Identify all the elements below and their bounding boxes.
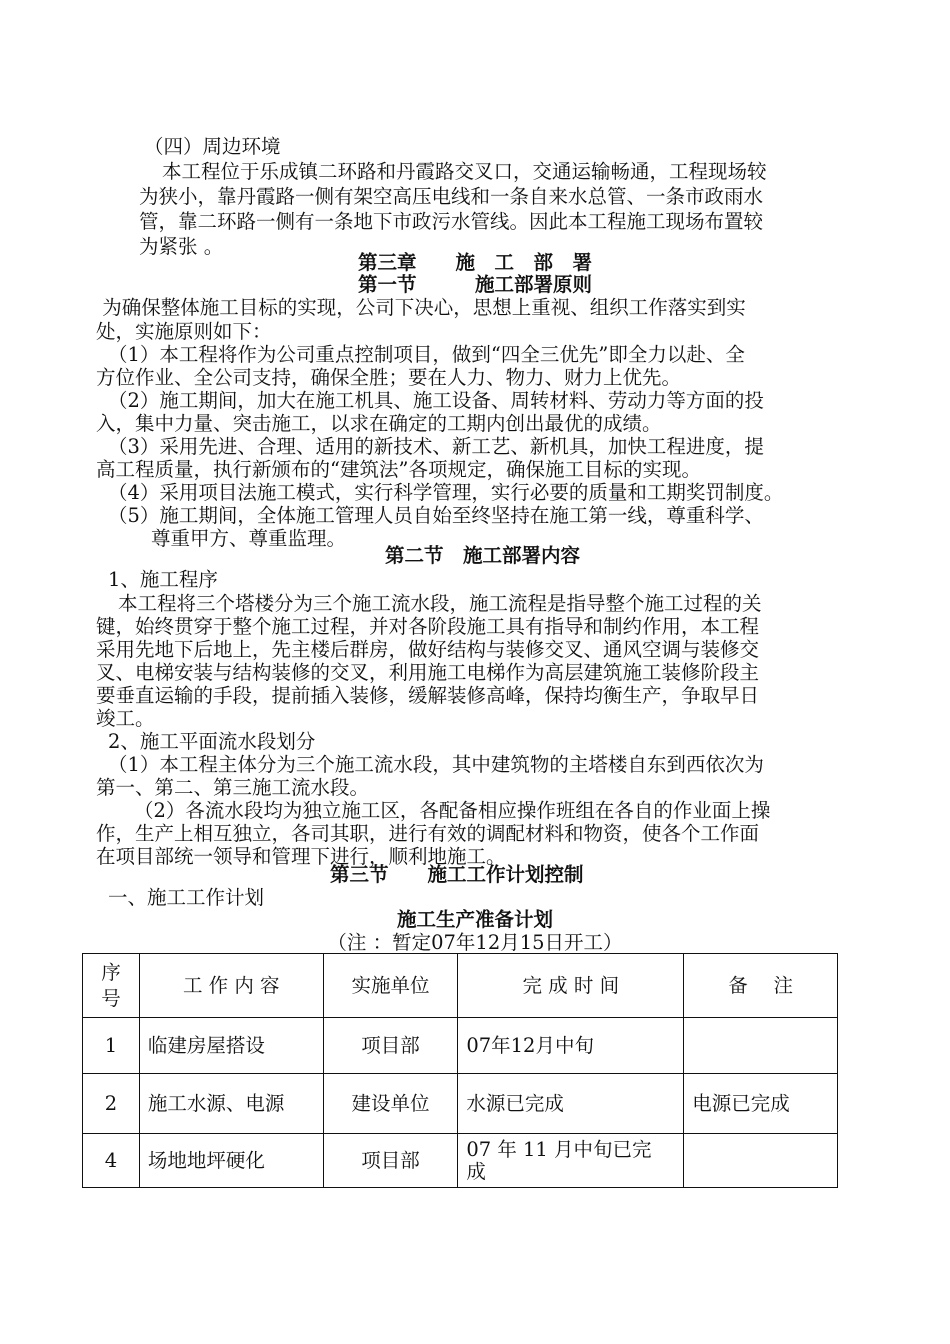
table-cell: 2 — [83, 1074, 140, 1134]
table-cell — [684, 1018, 838, 1074]
preparation-plan-table — [82, 953, 838, 1188]
header-cell: 序 号 — [83, 954, 140, 1018]
procedure-line: 竣工。 — [96, 707, 155, 730]
table-cell: 4 — [83, 1134, 140, 1188]
principle-line: （2）施工期间，加大在施工机具、施工设备、周转材料、劳动力等方面的投 — [108, 389, 764, 412]
principle-line: 入，集中力量、突击施工，以求在确定的工期内创出最优的成绩。 — [96, 412, 662, 435]
procedure-line: 采用先地下后地上，先主楼后群房，做好结构与装修交叉、通风空调与装修交 — [96, 638, 760, 661]
section2-title: 第二节 施工部署内容 — [385, 544, 581, 567]
intro-line: 为确保整体施工目标的实现，公司下决心，思想上重视、组织工作落实到实 — [96, 296, 746, 319]
procedure-line: 本工程将三个塔楼分为三个施工流水段，施工流程是指导整个施工过程的关 — [118, 592, 762, 615]
header-cell: 完 成 时 间 — [458, 954, 684, 1018]
procedure-line: 叉、电梯安装与结构装修的交叉，利用施工电梯作为高层建筑施工装修阶段主 — [96, 661, 760, 684]
table-row — [83, 1018, 838, 1074]
principle-line: 方位作业、全公司支持，确保全胜；要在人力、物力、财力上优先。 — [96, 366, 682, 389]
table-cell: 建设单位 — [323, 1074, 458, 1134]
table-cell: 电源已完成 — [684, 1074, 838, 1134]
principle-line: （5）施工期间，全体施工管理人员自始至终坚持在施工第一线，尊重科学、 — [108, 504, 764, 527]
table-cell: 施工水源、电源 — [139, 1074, 323, 1134]
table-title: 施工生产准备计划 — [396, 908, 553, 931]
zoning-line: 第一、第二、第三施工流水段。 — [96, 776, 370, 799]
section1-title: 第一节 施工部署原则 — [357, 273, 592, 296]
env-line: 本工程位于乐成镇二环路和丹霞路交叉口，交通运输畅通，工程现场较 — [162, 160, 767, 183]
procedure-heading: 1、施工程序 — [108, 568, 218, 591]
table-cell: 临建房屋搭设 — [139, 1018, 323, 1074]
table-cell: 07 年 11 月中旬已完 成 — [458, 1134, 684, 1188]
header-cell: 工 作 内 容 — [139, 954, 323, 1018]
table-note: （注 ：暂定07年12月15日开工） — [327, 931, 623, 954]
principle-line: 高工程质量，执行新颁布的“建筑法”各项规定，确保施工目标的实现。 — [96, 458, 701, 481]
procedure-line: 键，始终贯穿于整个施工过程，并对各阶段施工具有指导和制约作用，本工程 — [96, 615, 760, 638]
table-cell: 场地地坪硬化 — [139, 1134, 323, 1188]
zoning-heading: 2、施工平面流水段划分 — [108, 730, 316, 753]
table-cell — [684, 1134, 838, 1188]
intro-line: 处，实施原则如下： — [96, 320, 272, 343]
principle-line: （4）采用项目法施工模式，实行科学管理，实行必要的质量和工期奖罚制度。 — [108, 481, 784, 504]
procedure-line: 要垂直运输的手段，提前插入装修，缓解装修高峰，保持均衡生产，争取早日 — [96, 684, 760, 707]
env-line: 为紧张 。 — [139, 235, 224, 258]
env-line: 管，靠二环路一侧有一条地下市政污水管线。因此本工程施工现场布置较 — [139, 210, 764, 233]
zoning-line: （1）本工程主体分为三个施工流水段，其中建筑物的主塔楼自东到西依次为 — [108, 753, 764, 776]
env-heading: （四）周边环境 — [144, 135, 281, 158]
table-header-row — [83, 954, 838, 1018]
table-cell: 项目部 — [323, 1018, 458, 1074]
zoning-line: （2）各流水段均为独立施工区，各配备相应操作班组在各自的作业面上操 — [134, 799, 771, 822]
section3-title: 第三节 施工工作计划控制 — [330, 863, 584, 886]
header-cell: 备 注 — [684, 954, 838, 1018]
header-cell: 实施单位 — [323, 954, 458, 1018]
principle-line: （1）本工程将作为公司重点控制项目，做到“四全三优先”即全力以赴、全 — [108, 343, 745, 366]
table-row — [83, 1134, 838, 1188]
principle-line: （3）采用先进、合理、适用的新技术、新工艺、新机具，加快工程进度，提 — [108, 435, 764, 458]
zoning-line: 作，生产上相互独立，各司其职，进行有效的调配材料和物资，使各个工作面 — [96, 822, 760, 845]
table-cell: 07年12月中旬 — [458, 1018, 684, 1074]
principle-line: 尊重甲方、尊重监理。 — [151, 527, 347, 550]
zoning-line: 在项目部统一领导和管理下进行，顺利地施工。 — [96, 845, 506, 868]
table-row — [83, 1074, 838, 1134]
plan-heading: 一、施工工作计划 — [108, 886, 265, 909]
env-line: 为狭小，靠丹霞路一侧有架空高压电线和一条自来水总管、一条市政雨水 — [139, 185, 764, 208]
table-cell: 项目部 — [323, 1134, 458, 1188]
table-cell: 1 — [83, 1018, 140, 1074]
table-cell: 水源已完成 — [458, 1074, 684, 1134]
chapter-title: 第三章 施 工 部 署 — [357, 251, 592, 274]
